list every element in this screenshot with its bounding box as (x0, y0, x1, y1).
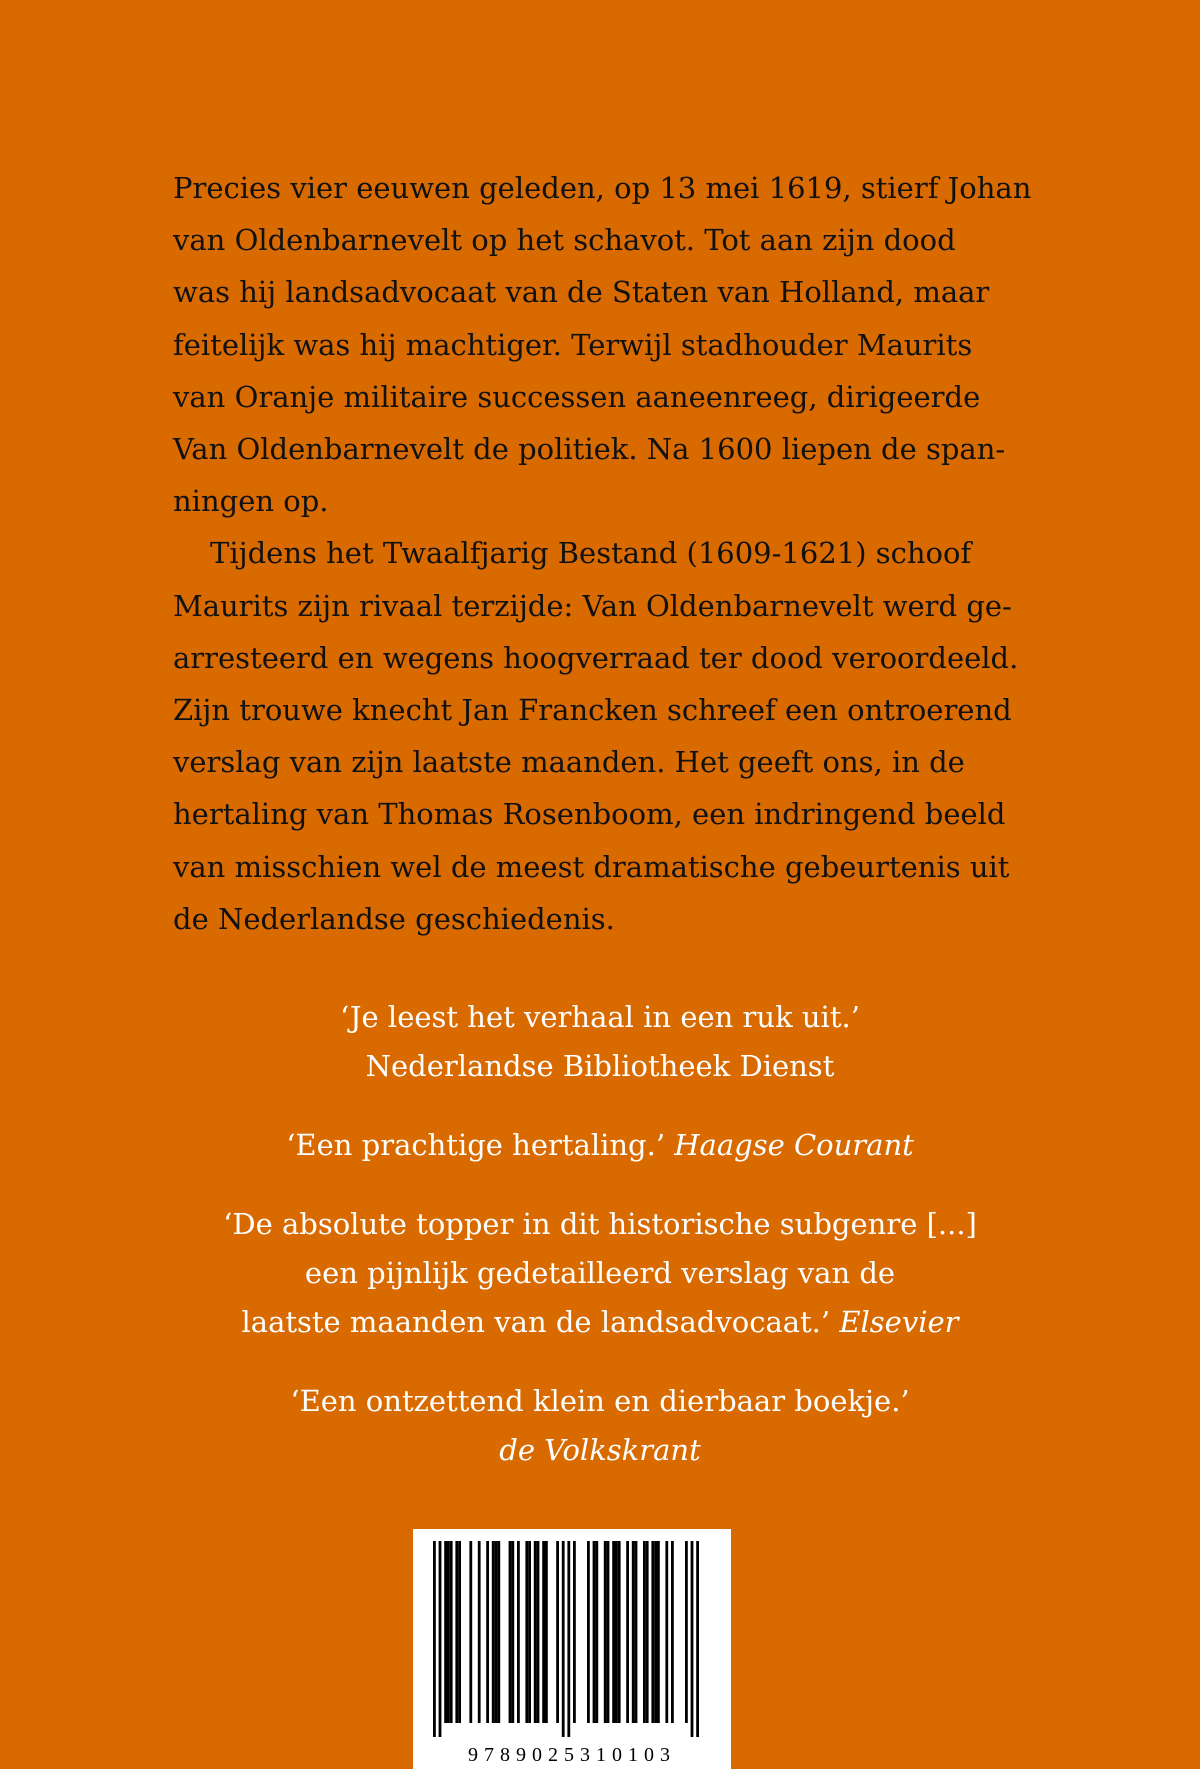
barcode-bar (542, 1541, 545, 1723)
barcode-bar (545, 1541, 548, 1723)
review-quote: ‘Je leest het verhaal in een ruk uit.’ (340, 1000, 860, 1034)
blurb (173, 162, 1032, 945)
review-quote: ‘Een prachtige hertaling.’ (286, 1128, 666, 1162)
barcode-bar (450, 1541, 453, 1723)
blurb-line: van Oldenbarnevelt op het schavot. Tot aan zijn dood (173, 223, 956, 258)
blurb-paragraph-2 (173, 527, 1019, 945)
blurb-line: Tijdens het Twaalfjarig Bestand (1609-1621) schoof (210, 536, 972, 571)
barcode-bar (618, 1541, 621, 1723)
barcode-bar (433, 1541, 436, 1737)
barcode-bar (573, 1541, 576, 1723)
barcode-bar (492, 1541, 495, 1723)
barcode-bar (635, 1541, 638, 1723)
barcode-bar (562, 1541, 565, 1737)
barcode-bar (444, 1541, 447, 1723)
barcode-bar (651, 1541, 654, 1723)
blurb-line: verslag van zijn laatste maanden. Het geeft ons, in de (173, 745, 965, 780)
blurb-paragraph-1 (173, 162, 1032, 527)
blurb-line: was hij landsadvocaat van de Staten van Holland, maar (173, 275, 990, 310)
barcode-bar (671, 1541, 674, 1723)
blurb-line: hertaling van Thomas Rosenboom, een indringend beeld (173, 797, 1006, 832)
blurb-line: Maurits zijn rivaal terzijde: Van Oldenbarnevelt werd ge- (173, 588, 1012, 623)
barcode-bar (615, 1541, 618, 1723)
barcode-bar (478, 1541, 481, 1723)
barcode-bar (593, 1541, 596, 1723)
blurb-line: van misschien wel de meest dramatische gebeurtenis uit (173, 849, 1010, 884)
review-source: Nederlandse Bibliotheek Dienst (365, 1049, 835, 1083)
review-quote: ‘Een ontzettend klein en dierbaar boekje.’ (290, 1384, 910, 1418)
review-quotes (0, 993, 1200, 1505)
barcode-bar (643, 1541, 646, 1723)
barcode-bar (685, 1541, 688, 1723)
barcode (413, 1529, 731, 1769)
blurb-line: van Oranje militaire successen aaneenreeg, dirigeerde (173, 379, 981, 414)
review-3 (0, 1200, 1200, 1347)
blurb-line: de Nederlandse geschiedenis. (173, 901, 615, 936)
blurb-line: ningen op. (173, 484, 329, 519)
review-4 (0, 1377, 1200, 1475)
review-line (0, 1298, 1200, 1347)
barcode-bar (665, 1541, 668, 1723)
review-source: Elsevier (839, 1305, 959, 1339)
barcode-bar (534, 1541, 537, 1723)
barcode-bar (528, 1541, 531, 1723)
blurb-line: Van Oldenbarnevelt de politiek. Na 1600 liepen de span- (173, 432, 1006, 467)
review-quote: een pijnlijk gedetailleerd verslag van de (304, 1256, 896, 1290)
barcode-bar (607, 1541, 610, 1723)
barcode-bar (612, 1541, 615, 1723)
barcode-bar (567, 1541, 570, 1737)
blurb-line: Zijn trouwe knecht Jan Francken schreef een ontroerend (173, 693, 1012, 728)
review-source: de Volkskrant (499, 1433, 701, 1467)
barcode-bar (458, 1541, 461, 1723)
barcode-bar (537, 1541, 540, 1723)
barcode-bar (556, 1541, 559, 1723)
review-1 (0, 993, 1200, 1091)
barcode-bar (646, 1541, 649, 1723)
barcode-bar (657, 1541, 660, 1723)
barcode-bar (447, 1541, 450, 1723)
blurb-line: Precies vier eeuwen geleden, op 13 mei 1619, stierf Johan (173, 171, 1032, 205)
barcode-bar (587, 1541, 590, 1723)
isbn-number: 9789025310103 (413, 1744, 731, 1767)
barcode-bar (495, 1541, 498, 1723)
barcode-bar (654, 1541, 657, 1723)
barcode-bar (439, 1541, 442, 1737)
barcode-bar (626, 1541, 629, 1723)
barcode-icon (413, 1529, 731, 1743)
barcode-bar (455, 1541, 458, 1723)
barcode-bar (632, 1541, 635, 1723)
blurb-line: feitelijk was hij machtiger. Terwijl stadhouder Maurits (173, 327, 973, 362)
barcode-bar (696, 1541, 699, 1737)
barcode-bar (595, 1541, 598, 1723)
review-quote: laatste maanden van de landsadvocaat.’ (241, 1305, 831, 1339)
review-line (0, 1121, 1200, 1170)
barcode-bar (525, 1541, 528, 1723)
barcode-bar (469, 1541, 472, 1723)
blurb-line: arresteerd en wegens hoogverraad ter dood veroordeeld. (173, 640, 1019, 675)
review-source: Haagse Courant (674, 1128, 914, 1162)
barcode-bar (511, 1541, 514, 1723)
barcode-bar (497, 1541, 500, 1723)
barcode-bar (486, 1541, 489, 1723)
barcode-bar (604, 1541, 607, 1723)
barcode-bar (509, 1541, 512, 1723)
review-quote: ‘De absolute topper in dit historische subgenre [...] (223, 1207, 977, 1241)
review-2 (0, 1121, 1200, 1170)
barcode-bar (517, 1541, 520, 1723)
barcode-bar (691, 1541, 694, 1737)
